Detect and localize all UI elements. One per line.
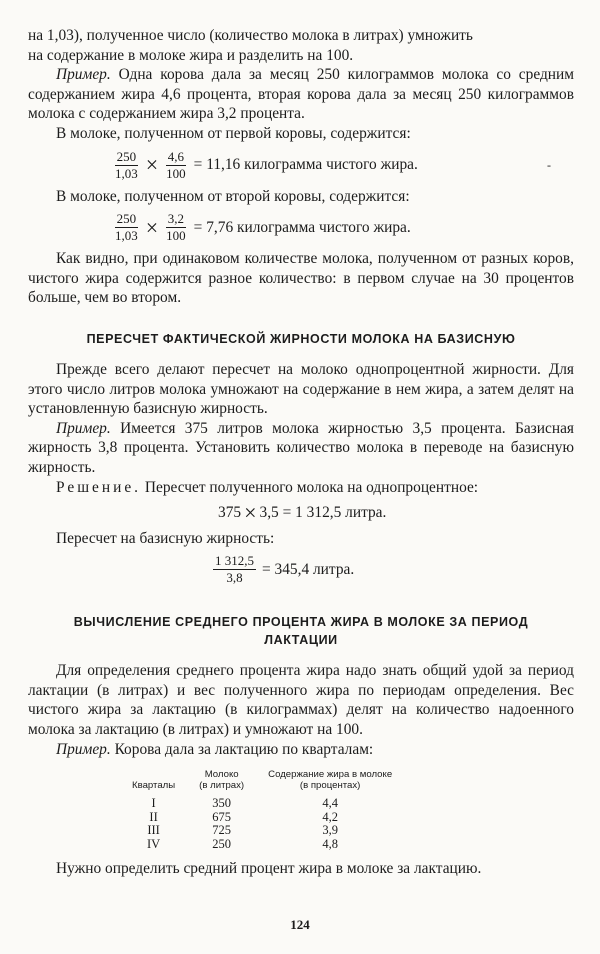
formula-one-percent (218, 499, 574, 525)
base-intro: Пересчет на базисную жирность: (56, 529, 275, 547)
cell-quarter: I (151, 796, 156, 811)
numerator: 1 312,5 (215, 553, 254, 569)
denominator: 1,03 (115, 165, 138, 181)
page-body (28, 26, 574, 879)
example-label: Пример. (56, 419, 111, 437)
second-cow-intro: В молоке, полученном от второй коровы, содержится: (56, 187, 410, 205)
column-header-fat (256, 769, 404, 797)
example-text: Одна корова дала за месяц 250 килограммов молока со средним содержанием жира 4,6 процента, вторая корова дала за месяц 250 килограммов молока с содержанием жира 3,2 процента. (28, 66, 575, 123)
cell-milk: 250 (212, 836, 232, 851)
denominator: 3,8 (226, 570, 243, 586)
section2-example (28, 740, 574, 760)
fraction (164, 150, 188, 181)
numerator: 3,2 (167, 211, 185, 227)
section1-paragraph: Прежде всего делают пересчет на молоко однопроцентной жирности. Для этого число литров молока умножают на содержание в нем жира, а затем делят на установленную базисную жирность. (28, 360, 574, 418)
cell-quarter: IV (146, 836, 161, 851)
section2-paragraph: Для определения среднего процента жира надо знать общий удой за период лактации (в литрах) и вес полученного жира по периодам определения. Вес чистого жира за лактацию (в килограммах) делят на количество надоенного молока за лактацию (в литрах) и умножают на 100. (28, 662, 574, 739)
numerator: 250 (116, 211, 137, 227)
cell-milk: 725 (212, 823, 232, 838)
table-header-row (120, 769, 404, 797)
text-line: на содержание в молоке жира и разделить на 100. (28, 46, 354, 64)
fraction (113, 212, 140, 243)
cell-fat: 4,8 (322, 836, 338, 851)
formula-result: = 345,4 литра. (262, 560, 355, 578)
cell-milk: 675 (212, 809, 232, 824)
column-header-quarters: Кварталы (132, 780, 176, 792)
solution-text: Пересчет полученного молока на однопроцентное: (144, 478, 479, 496)
example-label: Пример. (56, 66, 111, 84)
example-text: Имеется 375 литров молока жирностью 3,5 процента. Базисная жирность 3,8 процента. Установить количество молока в переводе на базисную жирность. (28, 419, 574, 476)
section-heading: ПЕРЕСЧЕТ ФАКТИЧЕСКОЙ ЖИРНОСТИ МОЛОКА НА БАЗИСНУЮ (86, 331, 516, 346)
heading-line: ВЫЧИСЛЕНИЕ СРЕДНЕГО ПРОЦЕНТА ЖИРА В МОЛОКЕ ЗА ПЕРИОД (73, 615, 529, 630)
fraction (113, 150, 140, 181)
cell-fat: 3,9 (322, 823, 338, 838)
example-paragraph (28, 65, 574, 124)
formula-result: = 7,76 килограмма чистого жира. (193, 218, 411, 236)
first-cow-intro: В молоке, полученном от первой коровы, содержится: (56, 124, 411, 142)
formula-second-cow (110, 212, 574, 243)
table-row (120, 811, 404, 825)
header-line: (в литрах) (199, 780, 245, 792)
cell-milk: 350 (212, 796, 232, 811)
cell-quarter: III (147, 823, 160, 838)
table-row (120, 838, 404, 852)
header-line: Молоко (204, 769, 239, 781)
stray-mark: - (547, 158, 551, 172)
table-row (120, 824, 404, 838)
cell-quarter: II (149, 809, 158, 824)
fraction (164, 212, 188, 243)
multiply-sign: × (145, 214, 159, 240)
section-heading (28, 613, 574, 649)
multiply-sign: × (145, 152, 159, 178)
denominator: 100 (166, 165, 186, 181)
solution-label: Решение. (56, 478, 142, 496)
text-line: на 1,03), полученное число (количество молока в литрах) умножить (28, 27, 473, 44)
table-row (120, 797, 404, 811)
fraction (213, 554, 256, 585)
heading-line: ЛАКТАЦИИ (264, 633, 338, 648)
denominator: 1,03 (115, 228, 138, 244)
denominator: 100 (166, 228, 186, 244)
section1-example (28, 419, 574, 478)
column-header-milk (187, 769, 256, 797)
lactation-table (120, 769, 404, 851)
numerator: 4,6 (167, 148, 185, 164)
multiply-sign: × (244, 499, 257, 525)
paragraph-continuation (28, 26, 574, 65)
final-paragraph: Нужно определить средний процент жира в молоке за лактацию. (56, 860, 482, 878)
header-line: (в процентах) (299, 780, 361, 792)
cell-fat: 4,2 (322, 809, 338, 824)
cell-fat: 4,4 (322, 796, 338, 811)
numerator: 250 (116, 148, 137, 164)
page-number: 124 (290, 917, 310, 932)
example-text: Корова дала за лактацию по кварталам: (114, 740, 374, 758)
header-line: Содержание жира в молоке (268, 769, 393, 781)
formula-base (210, 554, 574, 585)
formula-result: 3,5 = 1 312,5 литра. (259, 504, 387, 522)
formula-first-cow (110, 150, 574, 181)
solution-paragraph (28, 478, 574, 498)
formula-operand: 375 (218, 504, 242, 522)
formula-result: = 11,16 килограмма чистого жира. (193, 156, 418, 174)
conclusion-paragraph: Как видно, при одинаковом количестве молока, полученном от разных коров, чистого жира содержится разное количество: в первом случае на 30 процентов больше, чем во втором. (28, 250, 574, 307)
example-label: Пример. (56, 740, 111, 758)
